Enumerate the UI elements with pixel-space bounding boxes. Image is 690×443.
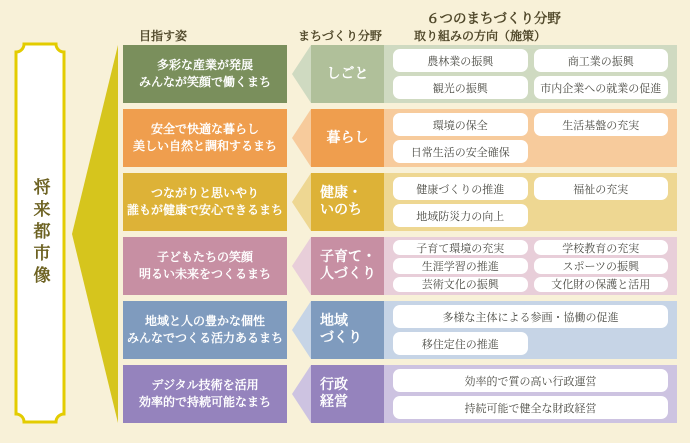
policy-chip-row	[393, 332, 668, 355]
goal-line: 地域と人の豊かな個性	[144, 313, 265, 328]
policy-chip-row	[393, 305, 668, 328]
field-label: づくり	[320, 330, 362, 346]
field-box	[311, 109, 384, 167]
goal-box	[123, 109, 287, 167]
policy-chip-row	[393, 177, 668, 200]
policy-chip: 生活基盤の充実	[534, 113, 669, 136]
goal-line: 安全で快適な暮らし	[150, 121, 259, 136]
policy-chip: スポーツの振興	[534, 258, 669, 273]
policy-chip-row	[393, 258, 668, 273]
policy-chip: 文化財の保護と活用	[534, 277, 669, 292]
policy-area	[384, 237, 677, 295]
policy-chip: 持続可能で健全な財政経営	[393, 396, 668, 419]
goal-line: 効率的で持続可能なまち	[138, 395, 271, 409]
goal-line: みんなでつくる活力あるまち	[126, 331, 283, 345]
left-arrow-icon	[292, 173, 311, 231]
column-header-field: まちづくり分野	[298, 29, 382, 43]
goal-line: 誰もが健康で安心できるまち	[126, 203, 283, 217]
field-label: しごと	[326, 65, 369, 82]
future-city-label: 将来都市像	[29, 178, 50, 288]
goal-line: 明るい未来をつくるまち	[138, 267, 271, 281]
field-box	[311, 237, 384, 295]
field-row-kurashi	[123, 109, 677, 167]
policy-area	[384, 109, 677, 167]
policy-chip-row	[393, 113, 668, 136]
policy-area	[384, 301, 677, 359]
field-label: 地域	[320, 313, 348, 330]
main-header: ６つのまちづくり分野	[426, 11, 561, 27]
column-header-goal: 目指す姿	[138, 29, 187, 43]
field-label: 健康・	[320, 185, 362, 202]
goal-line: 多彩な産業が発展	[156, 57, 253, 72]
field-label: 人づくり	[320, 266, 376, 282]
policy-chip: 日常生活の安全確保	[393, 140, 528, 163]
policy-chip: 芸術文化の振興	[393, 277, 528, 292]
goal-box	[123, 301, 287, 359]
left-arrow-icon	[292, 237, 311, 295]
policy-chip: 学校教育の充実	[534, 240, 669, 255]
left-arrow-icon	[292, 109, 311, 167]
policy-chip-row	[393, 277, 668, 292]
policy-chip: 農林業の振興	[393, 49, 528, 72]
policy-chip: 移住定住の推進	[393, 332, 528, 355]
policy-chip-row	[393, 76, 668, 99]
policy-chip-row	[393, 204, 668, 227]
field-row-shigoto	[123, 45, 677, 103]
goal-line: つながりと思いやり	[150, 185, 259, 200]
policy-chip: 環境の保全	[393, 113, 528, 136]
field-row-kenko-inochi	[123, 173, 677, 231]
vision-arrow-icon	[72, 45, 118, 423]
policy-chip: 多様な主体による参画・協働の促進	[393, 305, 668, 328]
left-arrow-icon	[292, 301, 311, 359]
field-label: 子育て・	[320, 249, 376, 266]
policy-area	[384, 45, 677, 103]
policy-chip-row	[393, 240, 668, 255]
policy-chip: 市内企業への就業の促進	[534, 76, 669, 99]
field-label: 経営	[320, 394, 348, 410]
policy-chip: 地域防災力の向上	[393, 204, 528, 227]
goal-line: みんなが笑顔で働くまち	[138, 75, 271, 89]
goal-box	[123, 365, 287, 423]
field-label: いのち	[320, 202, 362, 218]
goal-line: 子どもたちの笑顔	[156, 249, 253, 264]
goal-line: 美しい自然と調和するまち	[132, 139, 277, 153]
policy-chip: 福祉の充実	[534, 177, 669, 200]
policy-chip: 生涯学習の推進	[393, 258, 528, 273]
policy-chip: 効率的で質の高い行政運営	[393, 369, 668, 392]
column-header-direction: 取り組みの方向（施策）	[413, 29, 546, 43]
goal-box	[123, 45, 287, 103]
field-box	[311, 173, 384, 231]
field-box	[311, 365, 384, 423]
policy-chip: 観光の振興	[393, 76, 528, 99]
goal-box	[123, 173, 287, 231]
field-label: 行政	[320, 377, 348, 394]
policy-chip: 子育て環境の充実	[393, 240, 528, 255]
left-arrow-icon	[292, 365, 311, 423]
field-label: 暮らし	[326, 129, 369, 146]
policy-area	[384, 365, 677, 423]
policy-chip: 商工業の振興	[534, 49, 669, 72]
policy-chip-row	[393, 49, 668, 72]
field-box	[311, 301, 384, 359]
policy-chip-row	[393, 369, 668, 392]
left-arrow-icon	[292, 45, 311, 103]
field-row-gyosei	[123, 365, 677, 423]
goal-line: デジタル技術を活用	[151, 377, 259, 392]
policy-area	[384, 173, 677, 231]
policy-chip: 健康づくりの推進	[393, 177, 528, 200]
policy-chip-row	[393, 140, 668, 163]
goal-box	[123, 237, 287, 295]
policy-chip-row	[393, 396, 668, 419]
field-row-kosodate	[123, 237, 677, 295]
field-box	[311, 45, 384, 103]
field-row-chiiki	[123, 301, 677, 359]
